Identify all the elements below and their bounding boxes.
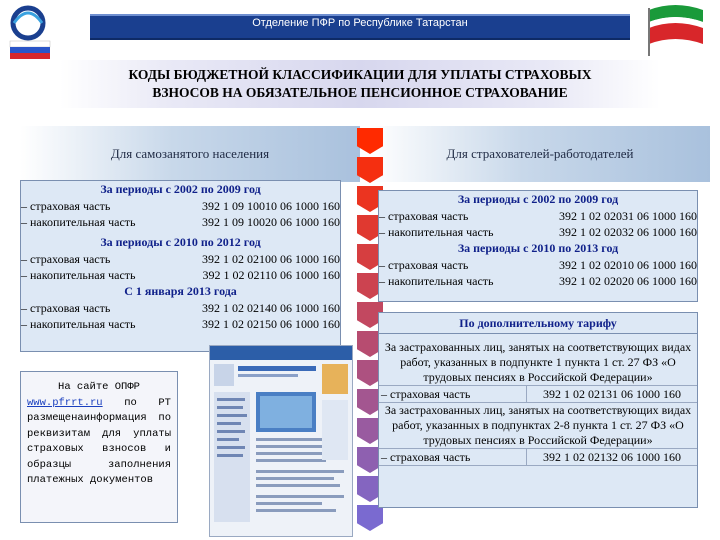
- info-text-intro: На сайте ОПФР: [58, 381, 140, 393]
- code-value: 392 1 02 02010 06 1000 160: [559, 258, 697, 272]
- website-screenshot: [209, 345, 353, 537]
- code-value: 392 1 02 02020 06 1000 160: [559, 274, 697, 288]
- info-text: [27, 380, 171, 489]
- code-row: [21, 316, 340, 332]
- code-row: [379, 273, 697, 289]
- code-row: [379, 257, 697, 273]
- divider-chevron: [357, 157, 383, 183]
- tatarstan-flag-icon: [645, 0, 707, 58]
- code-value: 392 1 02 02031 06 1000 160: [559, 209, 697, 223]
- self-employed-codes-box: [20, 180, 341, 352]
- code-row: [379, 224, 697, 240]
- code-label: – страховая часть: [381, 450, 471, 464]
- code-label: – накопительная часть: [21, 317, 136, 331]
- divider-chevron: [357, 505, 383, 531]
- tariff-description: За застрахованных лиц, занятых на соответствующих видах работ, указанных в подпунктах 2-8 пункта 1 ст. 27 ФЗ «О трудовых пенсиях в Российской Федерации»: [384, 403, 692, 447]
- code-row: [21, 251, 340, 267]
- code-value: 392 1 02 02150 06 1000 160: [202, 317, 340, 331]
- divider-chevron: [357, 128, 383, 154]
- tariff-description: За застрахованных лиц, занятых на соответствующих видах работ, указанных в подпункте 1 пункта 1 ст. 27 ФЗ «О трудовых пенсиях в Российской Федерации»: [384, 340, 692, 384]
- tariff-title: По дополнительному тарифу: [379, 313, 697, 334]
- code-value: 392 1 02 02032 06 1000 160: [559, 225, 697, 239]
- code-label: – страховая часть: [21, 199, 111, 213]
- code-row: [379, 208, 697, 224]
- code-row: [21, 198, 340, 214]
- code-row: [21, 214, 340, 230]
- code-label: – страховая часть: [379, 258, 469, 272]
- page-title-line2: ВЗНОСОВ НА ОБЯЗАТЕЛЬНОЕ ПЕНСИОННОЕ СТРАХОВАНИЕ: [152, 85, 568, 100]
- left-section-1: [21, 181, 340, 230]
- code-label: – накопительная часть: [21, 268, 136, 282]
- period-heading: За периоды с 2010 по 2013 год: [457, 241, 619, 255]
- code-label: – накопительная часть: [21, 215, 136, 229]
- code-row: [379, 385, 697, 403]
- code-row: [379, 448, 697, 466]
- code-label: – накопительная часть: [379, 225, 494, 239]
- code-value: 392 1 02 02100 06 1000 160: [202, 252, 340, 266]
- info-text-rest: по РТ размещенаинформация по реквизитам для уплаты страховых взносов и образцы заполнения платежных документов: [27, 396, 171, 486]
- period-heading: За периоды с 2002 по 2009 год: [100, 182, 261, 196]
- period-heading: За периоды с 2010 по 2012 год: [100, 235, 261, 249]
- code-value: 392 1 02 02131 06 1000 160: [526, 386, 697, 402]
- left-section-3: [21, 283, 340, 332]
- code-label: – страховая часть: [21, 301, 111, 315]
- code-value: 392 1 02 02110 06 1000 160: [202, 268, 340, 282]
- page-title: [60, 66, 660, 102]
- code-label: – страховая часть: [21, 252, 111, 266]
- page-title-line1: КОДЫ БЮДЖЕТНОЙ КЛАССИФИКАЦИИ ДЛЯ УПЛАТЫ СТРАХОВЫХ: [128, 67, 592, 82]
- code-row: [21, 267, 340, 283]
- info-box: [20, 371, 178, 523]
- code-row: [21, 300, 340, 316]
- right-column-heading: Для страхователей-работодателей: [370, 126, 710, 182]
- code-label: – страховая часть: [381, 387, 471, 401]
- code-value: 392 1 09 10010 06 1000 160: [202, 199, 340, 213]
- period-heading: За периоды с 2002 по 2009 год: [457, 192, 619, 206]
- pfr-logo-icon: [4, 3, 62, 63]
- code-value: 392 1 02 02132 06 1000 160: [526, 449, 697, 465]
- header-title: Отделение ПФР по Республике Татарстан: [252, 17, 468, 29]
- employer-codes-box: [378, 190, 698, 302]
- code-label: – страховая часть: [379, 209, 469, 223]
- code-value: 392 1 02 02140 06 1000 160: [202, 301, 340, 315]
- left-section-2: [21, 234, 340, 283]
- site-link[interactable]: www.pfrrt.ru: [27, 396, 103, 409]
- code-value: 392 1 09 10020 06 1000 160: [202, 215, 340, 229]
- code-label: – накопительная часть: [379, 274, 494, 288]
- additional-tariff-box: [378, 312, 698, 508]
- left-column-heading: Для самозанятого населения: [20, 126, 360, 182]
- period-heading: С 1 января 2013 года: [124, 284, 237, 298]
